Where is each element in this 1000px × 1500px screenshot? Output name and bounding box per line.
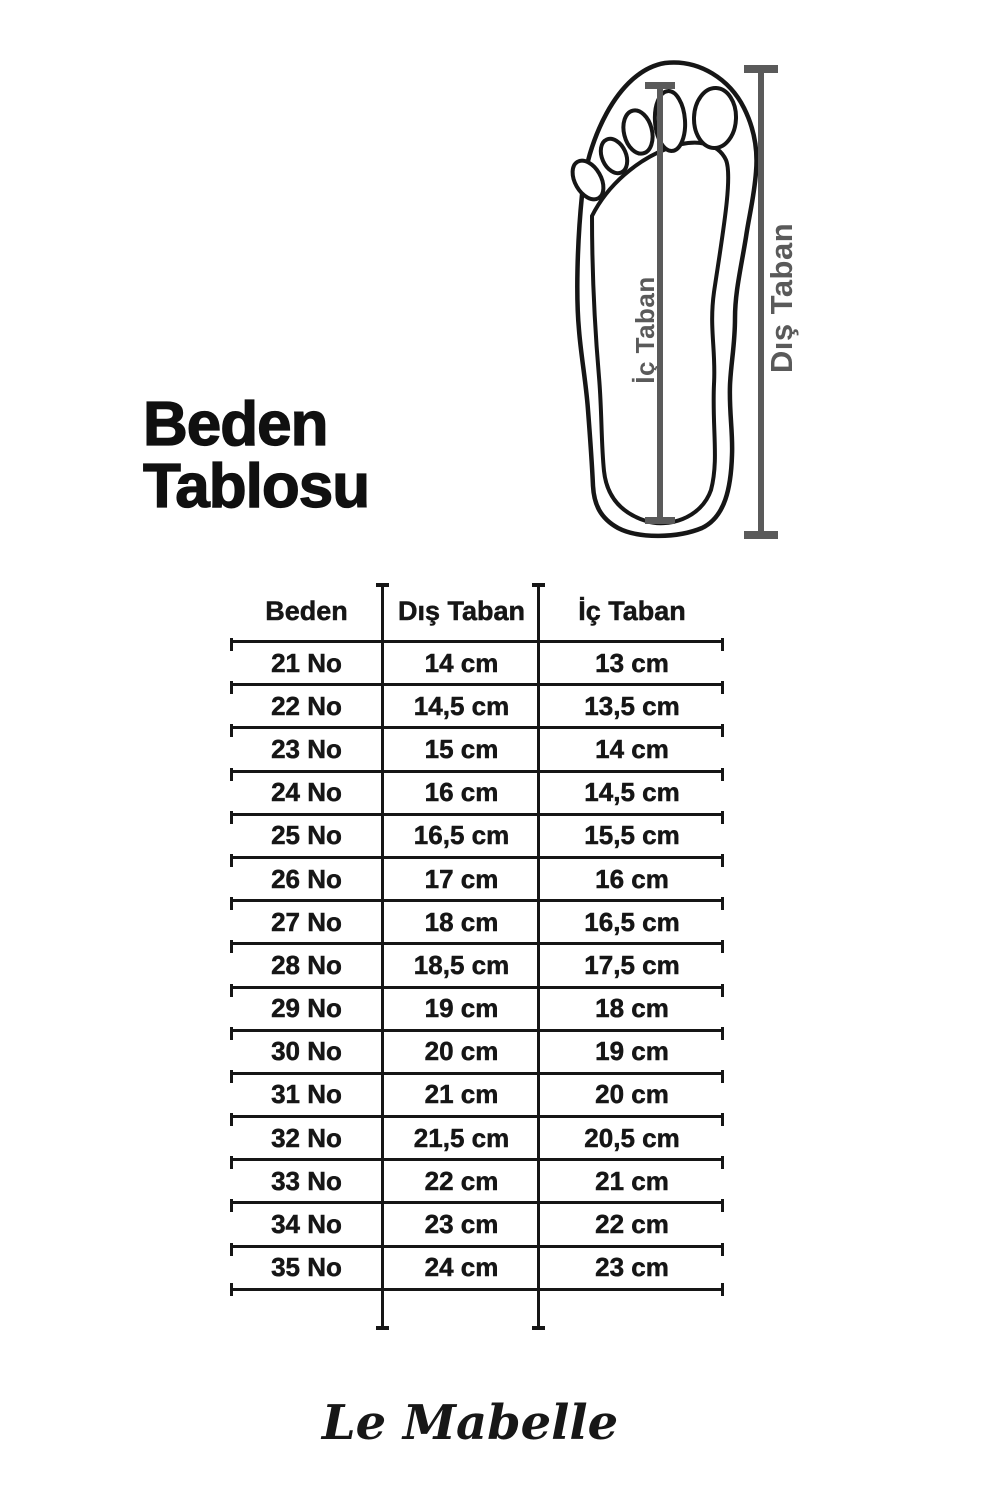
- table-cell: 26 No: [271, 863, 342, 894]
- page-title-line2: Tablosu: [143, 452, 370, 521]
- table-cell: 21 cm: [424, 1079, 499, 1110]
- table-cell: 23 cm: [595, 1252, 669, 1283]
- table-cell: 30 No: [271, 1036, 342, 1067]
- page-title: [143, 390, 370, 521]
- table-cell: 23 cm: [424, 1209, 499, 1240]
- table-cell: 35 No: [271, 1252, 342, 1283]
- inner-measure-label: İç Taban: [630, 276, 660, 384]
- table-cell: 19 cm: [595, 1036, 669, 1067]
- table-cell: 13 cm: [595, 647, 669, 678]
- table-cell: 14 cm: [424, 647, 499, 678]
- table-header-beden: Beden: [265, 596, 348, 626]
- table-cell: 19 cm: [424, 993, 499, 1024]
- table-cell: 13,5 cm: [584, 690, 680, 721]
- table-cell: 21 No: [271, 647, 342, 678]
- table-cell: 22 cm: [595, 1209, 669, 1240]
- table-body: [230, 640, 724, 1288]
- table-row: [230, 683, 724, 726]
- table-header-dis-taban: Dış Taban: [397, 596, 526, 626]
- table-cell: 15,5 cm: [584, 820, 680, 851]
- toe-big-icon: [693, 87, 737, 148]
- table-row: [230, 770, 724, 813]
- page-title-line1: Beden: [143, 390, 328, 459]
- table-cell: 16 cm: [424, 777, 499, 808]
- table-row: [230, 1158, 724, 1201]
- table-cell: 27 No: [271, 906, 342, 937]
- table-row: [230, 1115, 724, 1158]
- table-cell: 24 cm: [424, 1252, 499, 1283]
- table-cell: 28 No: [271, 949, 342, 980]
- table-cell: 20 cm: [424, 1036, 499, 1067]
- foot-diagram: [550, 40, 870, 560]
- table-row: [230, 813, 724, 856]
- table-cell: 23 No: [271, 733, 342, 764]
- table-cell: 33 No: [271, 1165, 342, 1196]
- table-row: [230, 1072, 724, 1115]
- table-bottom-line: [230, 1288, 724, 1291]
- table-cell: 17,5 cm: [584, 949, 680, 980]
- table-row: [230, 726, 724, 769]
- table-row: [230, 856, 724, 899]
- outer-measure-label: Dış Taban: [764, 222, 799, 374]
- table-header-row: [230, 583, 724, 640]
- table-row: [230, 899, 724, 942]
- table-cell: 16 cm: [595, 863, 669, 894]
- table-cell: 20,5 cm: [584, 1122, 680, 1153]
- table-cell: 17 cm: [424, 863, 499, 894]
- table-cell: 25 No: [271, 820, 342, 851]
- table-cell: 21,5 cm: [413, 1122, 510, 1153]
- table-row: [230, 1201, 724, 1244]
- table-cell: 31 No: [271, 1079, 342, 1110]
- size-table: [230, 583, 724, 1330]
- table-cell: 14 cm: [595, 733, 669, 764]
- table-cell: 14,5 cm: [584, 777, 680, 808]
- table-cell: 18 cm: [595, 993, 669, 1024]
- table-cell: 21 cm: [595, 1165, 669, 1196]
- table-row: [230, 942, 724, 985]
- table-cell: 16,5 cm: [584, 906, 680, 937]
- column-divider-1: [381, 583, 384, 1330]
- table-cell: 14,5 cm: [413, 690, 510, 721]
- table-row: [230, 1245, 724, 1288]
- table-cell: 34 No: [271, 1209, 342, 1240]
- table-cell: 18,5 cm: [413, 949, 510, 980]
- table-cell: 22 cm: [424, 1165, 499, 1196]
- table-cell: 16,5 cm: [413, 820, 510, 851]
- table-row: [230, 986, 724, 1029]
- table-cell: 24 No: [271, 777, 342, 808]
- table-row: [230, 1029, 724, 1072]
- table-cell: 15 cm: [424, 733, 499, 764]
- table-cell: 22 No: [271, 690, 342, 721]
- table-cell: 18 cm: [424, 906, 499, 937]
- table-row: [230, 640, 724, 683]
- brand-logo: Le Mabelle: [321, 1395, 619, 1451]
- table-cell: 20 cm: [595, 1079, 669, 1110]
- table-cell: 29 No: [271, 993, 342, 1024]
- table-cell: 32 No: [271, 1122, 342, 1153]
- column-divider-2: [537, 583, 540, 1330]
- table-header-ic-taban: İç Taban: [578, 596, 686, 626]
